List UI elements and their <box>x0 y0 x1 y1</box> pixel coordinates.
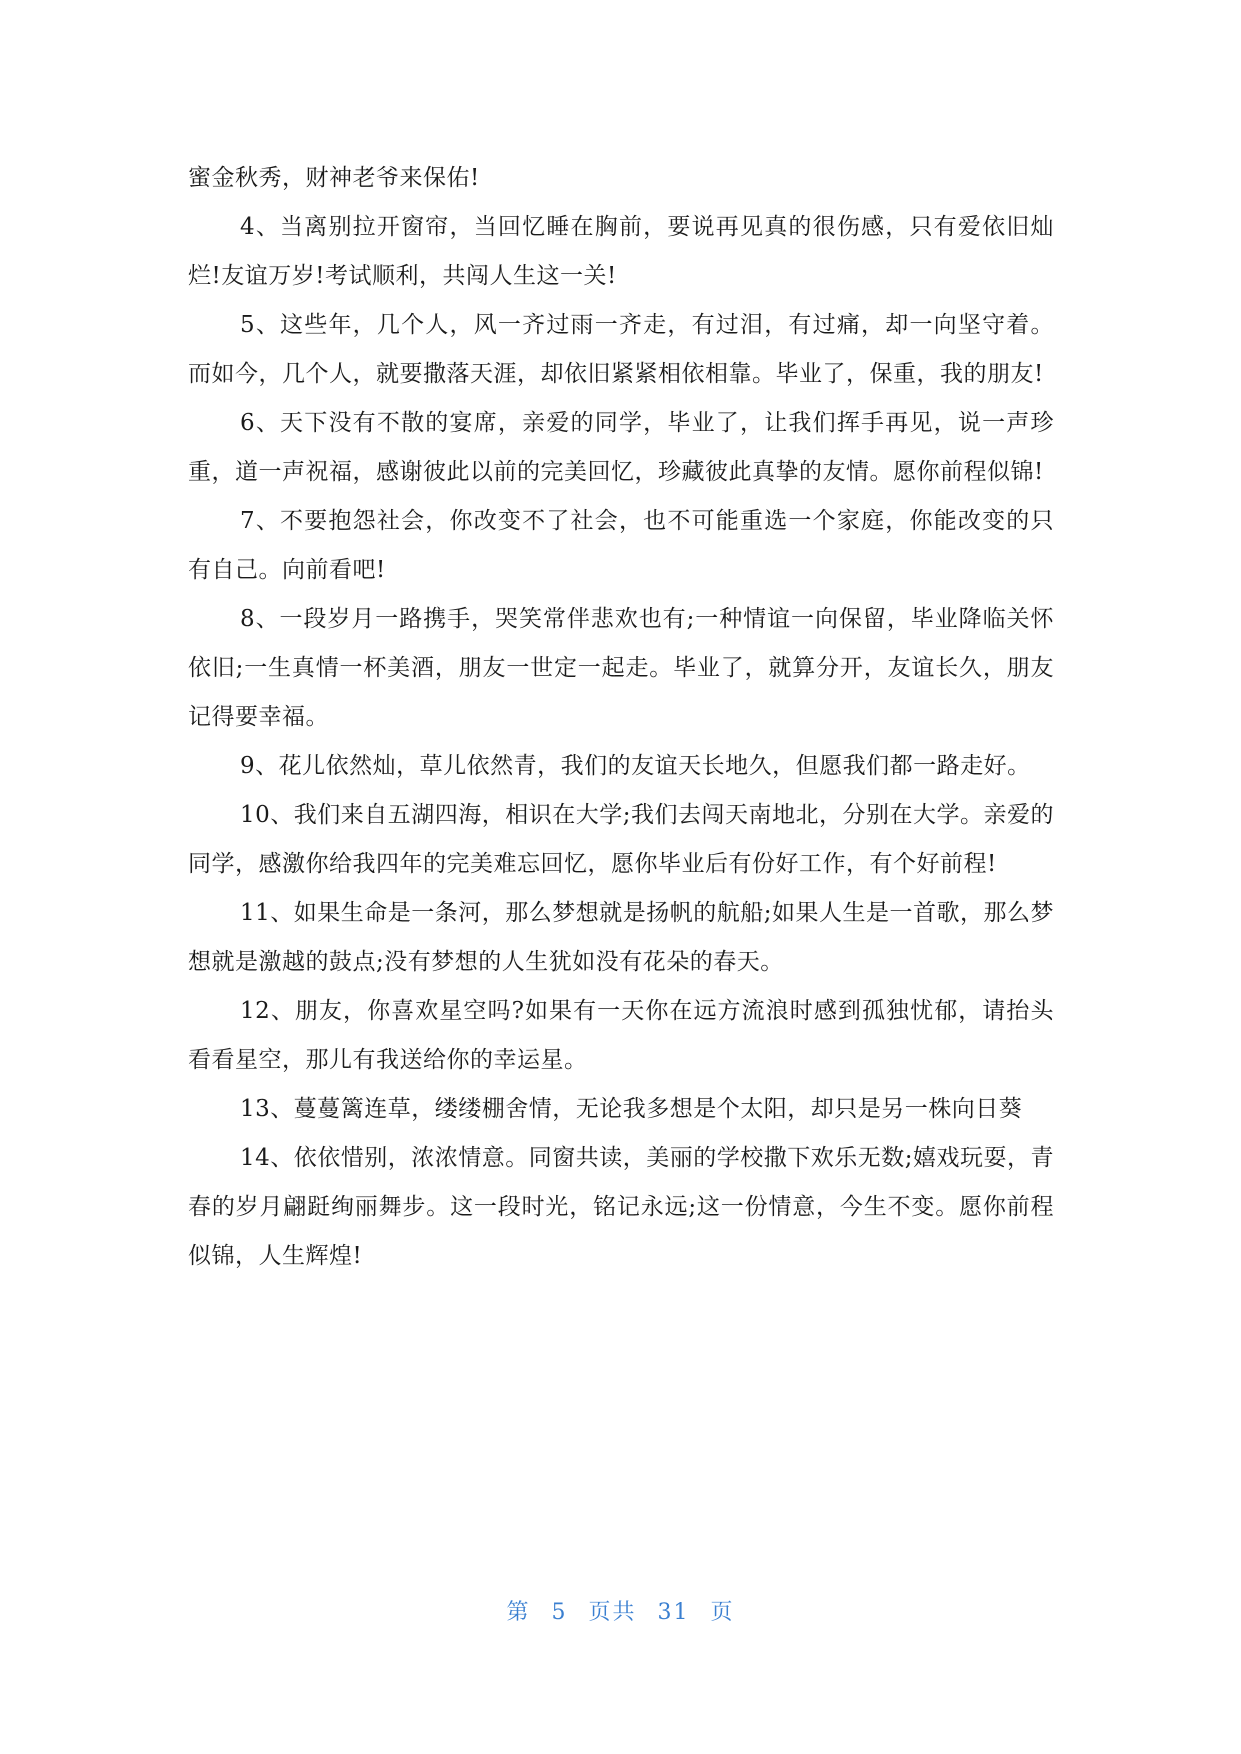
paragraph-item-11: 11、如果生命是一条河，那么梦想就是扬帆的航船;如果人生是一首歌，那么梦想就是激越的鼓点;没有梦想的人生犹如没有花朵的春天。 <box>188 900 1055 975</box>
paragraph-item-12: 12、朋友，你喜欢星空吗?如果有一天你在远方流浪时感到孤独忧郁，请抬头看看星空，那儿有我送给你的幸运星。 <box>188 998 1054 1073</box>
paragraph-item-14: 14、依依惜别，浓浓情意。同窗共读，美丽的学校撒下欢乐无数;嬉戏玩耍，青春的岁月翩跹绚丽舞步。这一段时光，铭记永远;这一份情意，今生不变。愿你前程似锦，人生辉煌! <box>188 1145 1055 1269</box>
page-footer <box>0 1595 1241 1626</box>
paragraph-continuation: 蜜金秋秀，财神老爷来保佑! <box>188 165 480 191</box>
paragraph-item-6: 6、天下没有不散的宴席，亲爱的同学，毕业了，让我们挥手再见，说一声珍重，道一声祝福，感谢彼此以前的完美回忆，珍藏彼此真挚的友情。愿你前程似锦! <box>188 410 1054 485</box>
footer-total-pages: 31 <box>657 1600 690 1625</box>
footer-current-page: 5 <box>551 1600 568 1625</box>
paragraph-item-4: 4、当离别拉开窗帘，当回忆睡在胸前，要说再见真的很伤感，只有爱依旧灿烂!友谊万岁!考试顺利，共闯人生这一关! <box>188 214 1054 289</box>
paragraph-item-9: 9、花儿依然灿，草儿依然青，我们的友谊天长地久，但愿我们都一路走好。 <box>240 753 1031 779</box>
footer-prefix: 第 <box>506 1600 531 1625</box>
footer-suffix: 页 <box>710 1600 735 1625</box>
paragraph-item-7: 7、不要抱怨社会，你改变不了社会，也不可能重选一个家庭，你能改变的只有自己。向前看吧! <box>188 508 1054 583</box>
footer-middle: 页共 <box>588 1600 637 1625</box>
document-body <box>188 154 1054 1281</box>
paragraph-item-10: 10、我们来自五湖四海，相识在大学;我们去闯天南地北，分别在大学。亲爱的同学，感激你给我四年的完美难忘回忆，愿你毕业后有份好工作，有个好前程! <box>188 802 1055 877</box>
paragraph-item-13: 13、蔓蔓篱连草，缕缕棚舍情，无论我多想是个太阳，却只是另一株向日葵 <box>240 1096 1023 1122</box>
paragraph-item-8: 8、一段岁月一路携手，哭笑常伴悲欢也有;一种情谊一向保留，毕业降临关怀依旧;一生真情一杯美酒，朋友一世定一起走。毕业了，就算分开，友谊长久，朋友记得要幸福。 <box>188 606 1054 730</box>
paragraph-item-5: 5、这些年，几个人，风一齐过雨一齐走，有过泪，有过痛，却一向坚守着。而如今，几个人，就要撒落天涯，却依旧紧紧相依相靠。毕业了，保重，我的朋友! <box>188 312 1054 387</box>
